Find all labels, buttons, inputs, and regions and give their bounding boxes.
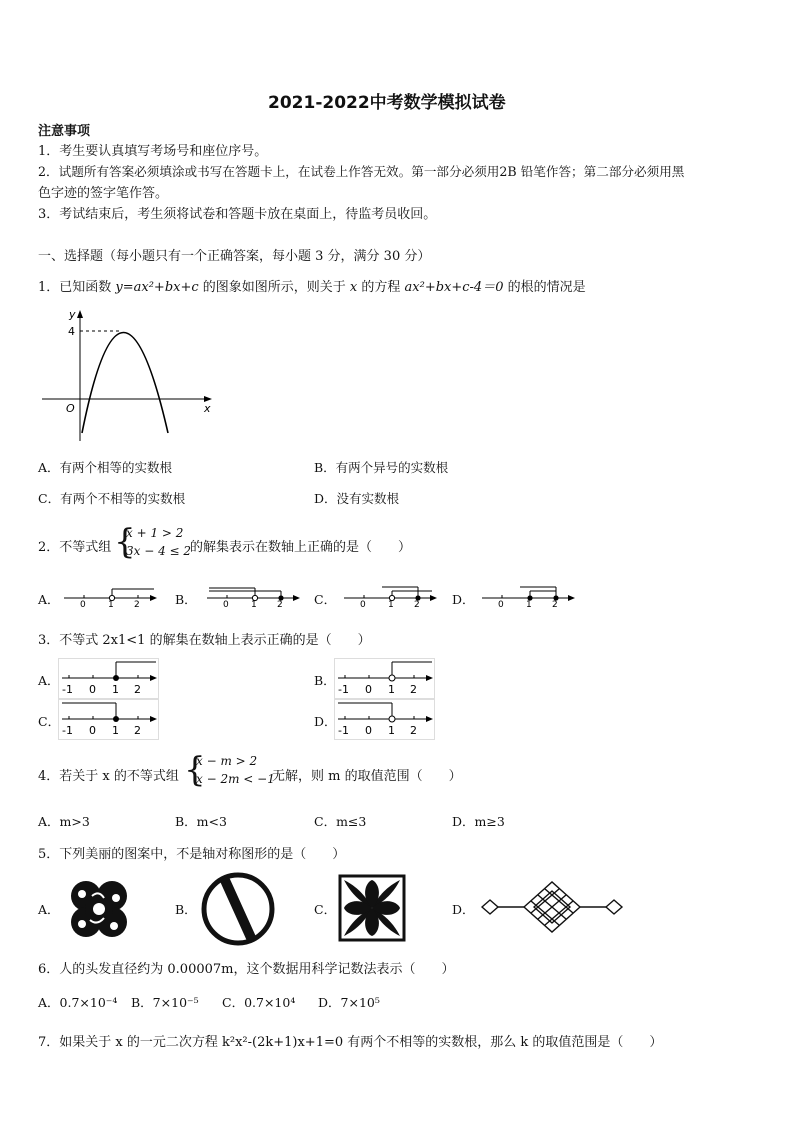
svg-text:2: 2 xyxy=(277,600,283,608)
option-b[interactable]: B．7×10⁻⁵ xyxy=(131,995,199,1010)
page-title: 2021-2022中考数学模拟试卷 xyxy=(268,93,506,113)
svg-text:0: 0 xyxy=(365,683,372,696)
option-a-label[interactable]: A． xyxy=(38,592,60,607)
svg-text:2: 2 xyxy=(414,600,420,608)
notice-item: 1．考生要认真填写考场号和座位序号。 xyxy=(38,144,268,159)
option-a[interactable]: A．m>3 xyxy=(38,814,90,829)
option-d-label[interactable]: D． xyxy=(314,714,337,729)
question-3-text: 3．不等式 2x1<1 的解集在数轴上表示正确的是（ ） xyxy=(38,633,371,648)
svg-text:0: 0 xyxy=(360,600,366,608)
question-5-text: 5．下列美丽的图案中，不是轴对称图形的是（ ） xyxy=(38,847,346,862)
svg-text:0: 0 xyxy=(80,600,86,608)
svg-text:1: 1 xyxy=(388,600,394,608)
option-d[interactable]: D．没有实数根 xyxy=(314,491,400,506)
svg-text:0: 0 xyxy=(223,600,229,608)
question-2-post: 的解集表示在数轴上正确的是（ ） xyxy=(190,540,412,555)
option-d-label[interactable]: D． xyxy=(452,592,475,607)
option-d[interactable]: D．m≥3 xyxy=(452,814,505,829)
option-b-label[interactable]: B． xyxy=(314,673,336,688)
option-c-label[interactable]: C． xyxy=(38,714,61,729)
graph-y-label: y xyxy=(69,308,76,321)
svg-text:2: 2 xyxy=(134,683,141,696)
notice-item: 色字迹的签字笔作答。 xyxy=(38,186,169,201)
four-petal-square-image[interactable] xyxy=(338,874,406,942)
svg-text:-1: -1 xyxy=(62,724,73,737)
notice-heading: 注意事项 xyxy=(38,124,91,139)
inequality-system: x − m > 2 x − 2m < −1 xyxy=(196,754,275,786)
swirl-pattern-image[interactable] xyxy=(64,874,134,944)
parabola-graph xyxy=(36,306,221,446)
option-a[interactable]: A．0.7×10⁻⁴ xyxy=(38,995,118,1010)
option-d-label[interactable]: D． xyxy=(452,902,475,917)
option-c[interactable]: C．0.7×10⁴ xyxy=(222,995,296,1010)
svg-text:1: 1 xyxy=(388,724,395,737)
svg-text:-1: -1 xyxy=(62,683,73,696)
question-4-pre: 4．若关于 x 的不等式组 xyxy=(38,769,179,784)
number-line-c[interactable] xyxy=(58,699,160,741)
circle-slash-image[interactable] xyxy=(198,870,278,948)
option-d[interactable]: D．7×10⁵ xyxy=(318,995,380,1010)
svg-text:1: 1 xyxy=(251,600,257,608)
number-line-a[interactable] xyxy=(62,582,158,608)
brace: { xyxy=(184,750,206,790)
option-c-label[interactable]: C． xyxy=(314,902,337,917)
option-a-label[interactable]: A． xyxy=(38,673,60,688)
svg-text:2: 2 xyxy=(134,724,141,737)
svg-text:-1: -1 xyxy=(338,724,349,737)
inequality-system: x + 1 > 2 3x − 4 ≤ 2 xyxy=(126,526,192,558)
section-heading: 一、选择题（每小题只有一个正确答案，每小题 3 分，满分 30 分） xyxy=(38,249,431,264)
option-b[interactable]: B．m<3 xyxy=(175,814,227,829)
brace: { xyxy=(114,522,136,562)
svg-text:2: 2 xyxy=(552,600,558,608)
svg-text:0: 0 xyxy=(89,683,96,696)
number-line-d[interactable] xyxy=(334,699,436,741)
knot-pattern-image[interactable] xyxy=(478,878,626,936)
svg-text:0: 0 xyxy=(365,724,372,737)
number-line-a[interactable] xyxy=(58,658,160,700)
svg-text:0: 0 xyxy=(498,600,504,608)
number-line-b[interactable] xyxy=(205,582,301,608)
notice-item: 2．试题所有答案必须填涂或书写在答题卡上，在试卷上作答无效。第一部分必须用2B 铅笔作答；第二部分必须用黑 xyxy=(38,164,685,179)
svg-text:1: 1 xyxy=(388,683,395,696)
svg-text:1: 1 xyxy=(108,600,114,608)
question-4-post: 无解，则 m 的取值范围（ ） xyxy=(272,769,462,784)
option-b-label[interactable]: B． xyxy=(175,592,197,607)
graph-origin: O xyxy=(66,402,75,415)
svg-text:1: 1 xyxy=(112,724,119,737)
graph-tick-4: 4 xyxy=(68,325,75,338)
option-b[interactable]: B．有两个异号的实数根 xyxy=(314,460,449,475)
notice-item: 3．考试结束后，考生须将试卷和答题卡放在桌面上，待监考员收回。 xyxy=(38,207,437,222)
svg-text:2: 2 xyxy=(134,600,140,608)
option-c-label[interactable]: C． xyxy=(314,592,337,607)
number-line-c[interactable] xyxy=(342,582,438,608)
question-2-pre: 2．不等式组 xyxy=(38,540,112,555)
option-c[interactable]: C．m≤3 xyxy=(314,814,367,829)
svg-text:1: 1 xyxy=(112,683,119,696)
graph-x-label: x xyxy=(204,402,211,415)
number-line-b[interactable] xyxy=(334,658,436,700)
option-a[interactable]: A．有两个相等的实数根 xyxy=(38,460,173,475)
option-b-label[interactable]: B． xyxy=(175,902,197,917)
svg-text:2: 2 xyxy=(410,724,417,737)
option-c[interactable]: C．有两个不相等的实数根 xyxy=(38,491,186,506)
svg-text:-1: -1 xyxy=(338,683,349,696)
svg-text:0: 0 xyxy=(89,724,96,737)
option-a-label[interactable]: A． xyxy=(38,902,60,917)
question-6-text: 6．人的头发直径约为 0.00007m，这个数据用科学记数法表示（ ） xyxy=(38,962,455,977)
svg-text:2: 2 xyxy=(410,683,417,696)
question-1-text: 1．已知函数 y=ax²+bx+c 的图象如图所示，则关于 x 的方程 ax²+bx+c-4＝0 的根的情况是 xyxy=(38,280,586,295)
question-7-text: 7．如果关于 x 的一元二次方程 k²x²-(2k+1)x+1=0 有两个不相等的实数根，那么 k 的取值范围是（ ） xyxy=(38,1035,663,1050)
svg-text:1: 1 xyxy=(526,600,532,608)
number-line-d[interactable] xyxy=(480,582,576,608)
